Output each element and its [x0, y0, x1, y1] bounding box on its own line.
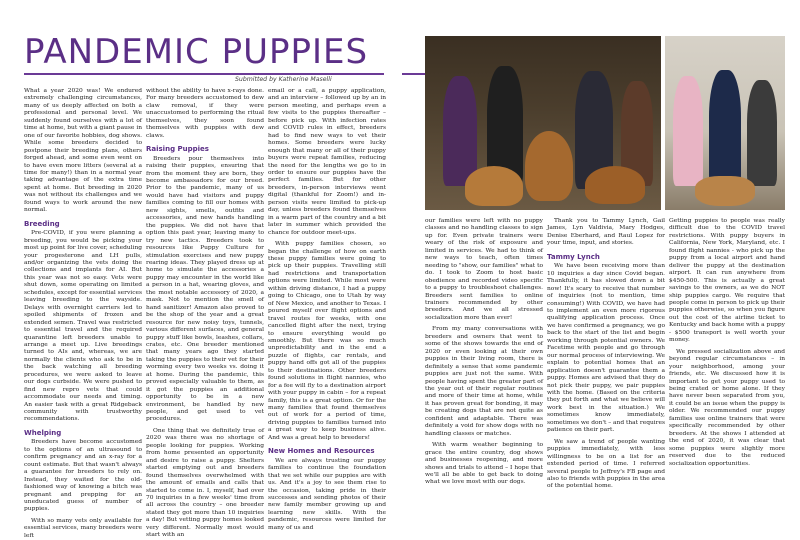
section-heading-tammy-lynch: Tammy Lynch	[547, 252, 600, 261]
paragraph: without the ability to have x-rays done. For many breeders accustomed to dew claw removal, if they were unaccustomed to performing the ritual themselves, they soon found themselves with puppies with dew claws.	[146, 88, 264, 139]
paragraph: We have been receiving more than 10 inquiries a day since Covid began. Thankfully, it has slowed down a bit now! It's scary to receive that number of inquiries (not to mention, time consuming!) With COVID, we have had to implement an even more rigorous qualifying application process. Once we have confirmed a pregnancy, we go back to the start of the list and begin working through potential owners. We Facetime with people and go through our normal process of interviewing. We explain to potential homes that an application doesn't guarantee them a puppy. Homes are advised that they do not pick their puppy, we pair puppies with the home. (Based on the criteria they put forth and what we believe will work best in the situation.) We sometimes know immediately, sometimes we don't – and that requires patience on their part.	[547, 263, 665, 434]
paragraph: From my many conversations with breeders and owners that went to some of the shows towards the end of 2020 or even looking at their own puppies in their living room, there is definitely a sense that some pandemic puppies are just not the same. With people having spent the greater part of the year out of their regular routines and more of their time at home, while it has proven great for bonding, it may be creating dogs that are not quite as confident and adaptable. There was definitely a void for show dogs with no handling classes or matches.	[425, 326, 543, 437]
paragraph: With warm weather beginning to grace the entire country, dog shows and businesses reopening, and more shows and trials to attend – I hope that we'll all be able to get back to doing what we love most with our dogs.	[425, 442, 543, 486]
paragraph: Thank you to Tammy Lynch, Gail James, Lyn Valdivia, Mary Hodges, Denise Eberhard, and Raul Lopez for your time, input, and stories.	[547, 218, 665, 247]
paragraph: We pressed socialization above and beyond regular circumstances – in your neighborhood, among your friends, etc. We discussed how it is important to get your puppy used to being crated or home alone. If they have never been separated from you, it could be an issue when the puppy is older. We recommended our puppy families use online trainers that were specifically recommended by other breeders. At the shows I attended at the end of 2020, it was clear that some puppies were slightly more reserved due to the reduced socialization opportunities.	[669, 348, 785, 467]
paragraph: Pre-COVID, if you were planning a breeding, you would be picking your most up point for live cover, scheduling your progesterone and LH pulls, and/or organizing the vets doing the collections and implants for AI. But this year was not so easy. Vets were shut down, some operating on limited schedules, except for essential services leaving breeding to the wayside. Delays with overnight carriers led to spoiled shipments of frozen and extended semen. Travel was restricted to essential travel and the required quarantine left breeders unable to arrange a meet up. Live breedings turned to AIs and, whereas, we are normally the clients who ask to be in the back watching all breeding procedures, we were asked to leave our dogs curbside. We were pushed to find new repro vets that could accommodate our needs and timing. An easier task with a great Ridgeback community with trustworthy recommendations.	[24, 230, 143, 423]
right-column-1	[425, 218, 543, 510]
title-rule	[24, 73, 384, 75]
paragraph: Breeders have become accustomed to the options of an ultrasound to confirm pregnancy and an x-ray for a count estimate. But that wasn't always a guarantee for breeders to rely on. Instead, they waited for the old-fashioned way of knowing a bitch was pregnant and prepping for an uneducated guess of number of puppies.	[24, 439, 142, 513]
left-column-1	[24, 88, 143, 539]
paragraph: Getting puppies to people was really difficult due to the COVID travel restrictions. With puppy buyers in California, New York, Maryland, etc. I found flight nannies - who pick up the puppy from a local airport and hand deliver the puppy at the destination airport. It can run anywhere from $450-500. This is actually a great savings to the owners, as we do NOT ship puppies cargo. We require that people come in person to pick up their puppies otherwise, so when you figure out the cost of the airline ticket to Kentucky and back home with a puppy - $500 transport is well worth your money.	[669, 218, 785, 344]
right-column-2	[547, 218, 665, 510]
photo-breeders-with-puppies	[665, 36, 785, 210]
section-heading-raising: Raising Puppies	[146, 145, 209, 154]
paragraph: our families were left with no puppy classes and no handling classes to sign up for. Even private trainers were weary of the risk of exposure and limited in services. We had to think of new ways to teach, often times needing to "show, our families" what to do. I took to Zoom to host basic obedience and recorded video specific to a puppy to troubleshoot challenges. Breeders sent families to online trainers recommended by other breeders. And we all stressed socialization more than ever!	[425, 218, 543, 321]
paragraph: Breeders pour themselves into raising their puppies, ensuring that from the moment they are born, they become ambassadors for our breed. Prior to the pandemic, many of us would have had visitors and puppy families coming to fill our homes with new sights, smells, outfits and accessories, and new hands handling the puppies. We did not have that option this past year, leaving many to try new tactics. Breeders took to resources like Puppy Culture for stimulation exercises and new puppy rearing ideas. They played dress up at home to simulate the accessories a puppy may encounter in the world like a person in a hat, wearing gloves, and the most notable accessory of 2020, a mask. Not to mention the smell of hand sanitizer! Amazon also proved to be the shop of the year and a great resource for new noisy toys, tunnels, various different surfaces, and general puppy stuff like bowls, leashes, collars, crates, etc. One breeder mentioned that many years ago they started taking the puppies to their vet for their worming every two weeks vs. doing it at home. During the pandemic, this proved especially valuable to them, as it got the puppies an additional opportunity to be in a new environment, be handled by new people, and get used to vet procedures.	[146, 155, 264, 423]
article-title: PANDEMIC PUPPIES	[24, 32, 369, 72]
left-column-2	[146, 88, 264, 539]
paragraph: One thing that we definitely true of 2020 was there was no shortage of people looking for puppies. Working from home presented an opportunity and desire to raise a puppy. Shelters started emptying out and breeders found themselves overwhelmed with the amount of emails and calls that started to come in. I, myself, had over 70 inquiries in a few weeks' time from all across the country – one breeder stated they got more than 10 inquiries a day! But vetting puppy homes looked very different. Normally most would start with an	[146, 427, 264, 539]
section-heading-whelping: Whelping	[24, 428, 62, 437]
paragraph: With puppy families chosen, so began the challenge of how on earth these puppy families were going to pick up their puppies. Travelling still had restrictions and transportation options were limited. While most were within driving distance, I had a puppy going to Chicago, one to Utah by way of New Mexico, and another to Texas. I poured myself over flight options and travel routes for weeks, with one cancelled flight after the next, trying to ensure everything would go smoothly. But there was so much unpredictability and in the end a puzzle of flights, car rentals, and puppy hand offs got all of the puppies to their destinations. Other breeders found solutions in flight nannies, who for a fee will fly to a destination airport with your puppy in cabin – for a repeat family, this is a great option. Or for the many families that found themselves out of work for a period of time, driving puppies to families turned into a great way to keep business alive. And was a great help to breeders!	[268, 241, 386, 441]
paragraph: We are always trusting our puppy families to continue the foundation that we set while our puppies are with us. And it's a joy to see them rise to the occasion, taking pride in their successes and sending photos of their new family member growing up and learning new skills. With the pandemic, resources were limited for many of us and	[268, 457, 386, 531]
photo-breeders-with-dogs	[425, 36, 661, 210]
section-heading-breeding: Breeding	[24, 219, 60, 228]
paragraph: We saw a trend of people wanting puppies immediately, with less willingness to be on a list for an extended period of time. I referred several people to Jeffrey's FB page and also to friends with puppies in the area of the potential home.	[547, 438, 665, 490]
paragraph: With so many vets only available for essential services, many breeders were left	[24, 517, 142, 539]
section-heading-new-homes: New Homes and Resources	[268, 447, 375, 456]
left-column-3	[268, 88, 386, 531]
title-rule-continued	[402, 73, 426, 75]
right-column-3	[669, 218, 785, 510]
byline: Submitted by Katherine Maselli	[235, 76, 332, 83]
paragraph: email or a call, a puppy application, and an interview – followed up by an in person meeting, and perhaps even a few visits to the puppies thereafter – before pick up. With infection rates and COVID rules in effect, breeders had to find new ways to vet their homes. Some breeders were lucky enough that many or all of their puppy buyers were repeat families, reducing the need for the lengths we go to in order to ensure our puppies have the perfect families. But for other breeders, in-person interviews went digital (thankful for Zoom!) and in-person visits were limited to pick-up day, unless breeders found themselves in a warm part of the country and a bit later in summer which provided the chance for outdoor meet-ups.	[268, 88, 386, 236]
paragraph: What a year 2020 was! We endured extremely challenging circumstances, many of us deeply affected on both a professional and personal level. We suddenly found ourselves with a lot of time at home, but with a giant pause in one of our favorite hobbies, dog shows. While some breeders decided to postpone their breeding plans, others forged ahead, and some even went on to have even more litters (several at a time for many!) than in a normal year taking advantage of the extra time spent at home. But breeding in 2020 was not without its challenges and we found ways to work around the new normal.	[24, 88, 142, 214]
